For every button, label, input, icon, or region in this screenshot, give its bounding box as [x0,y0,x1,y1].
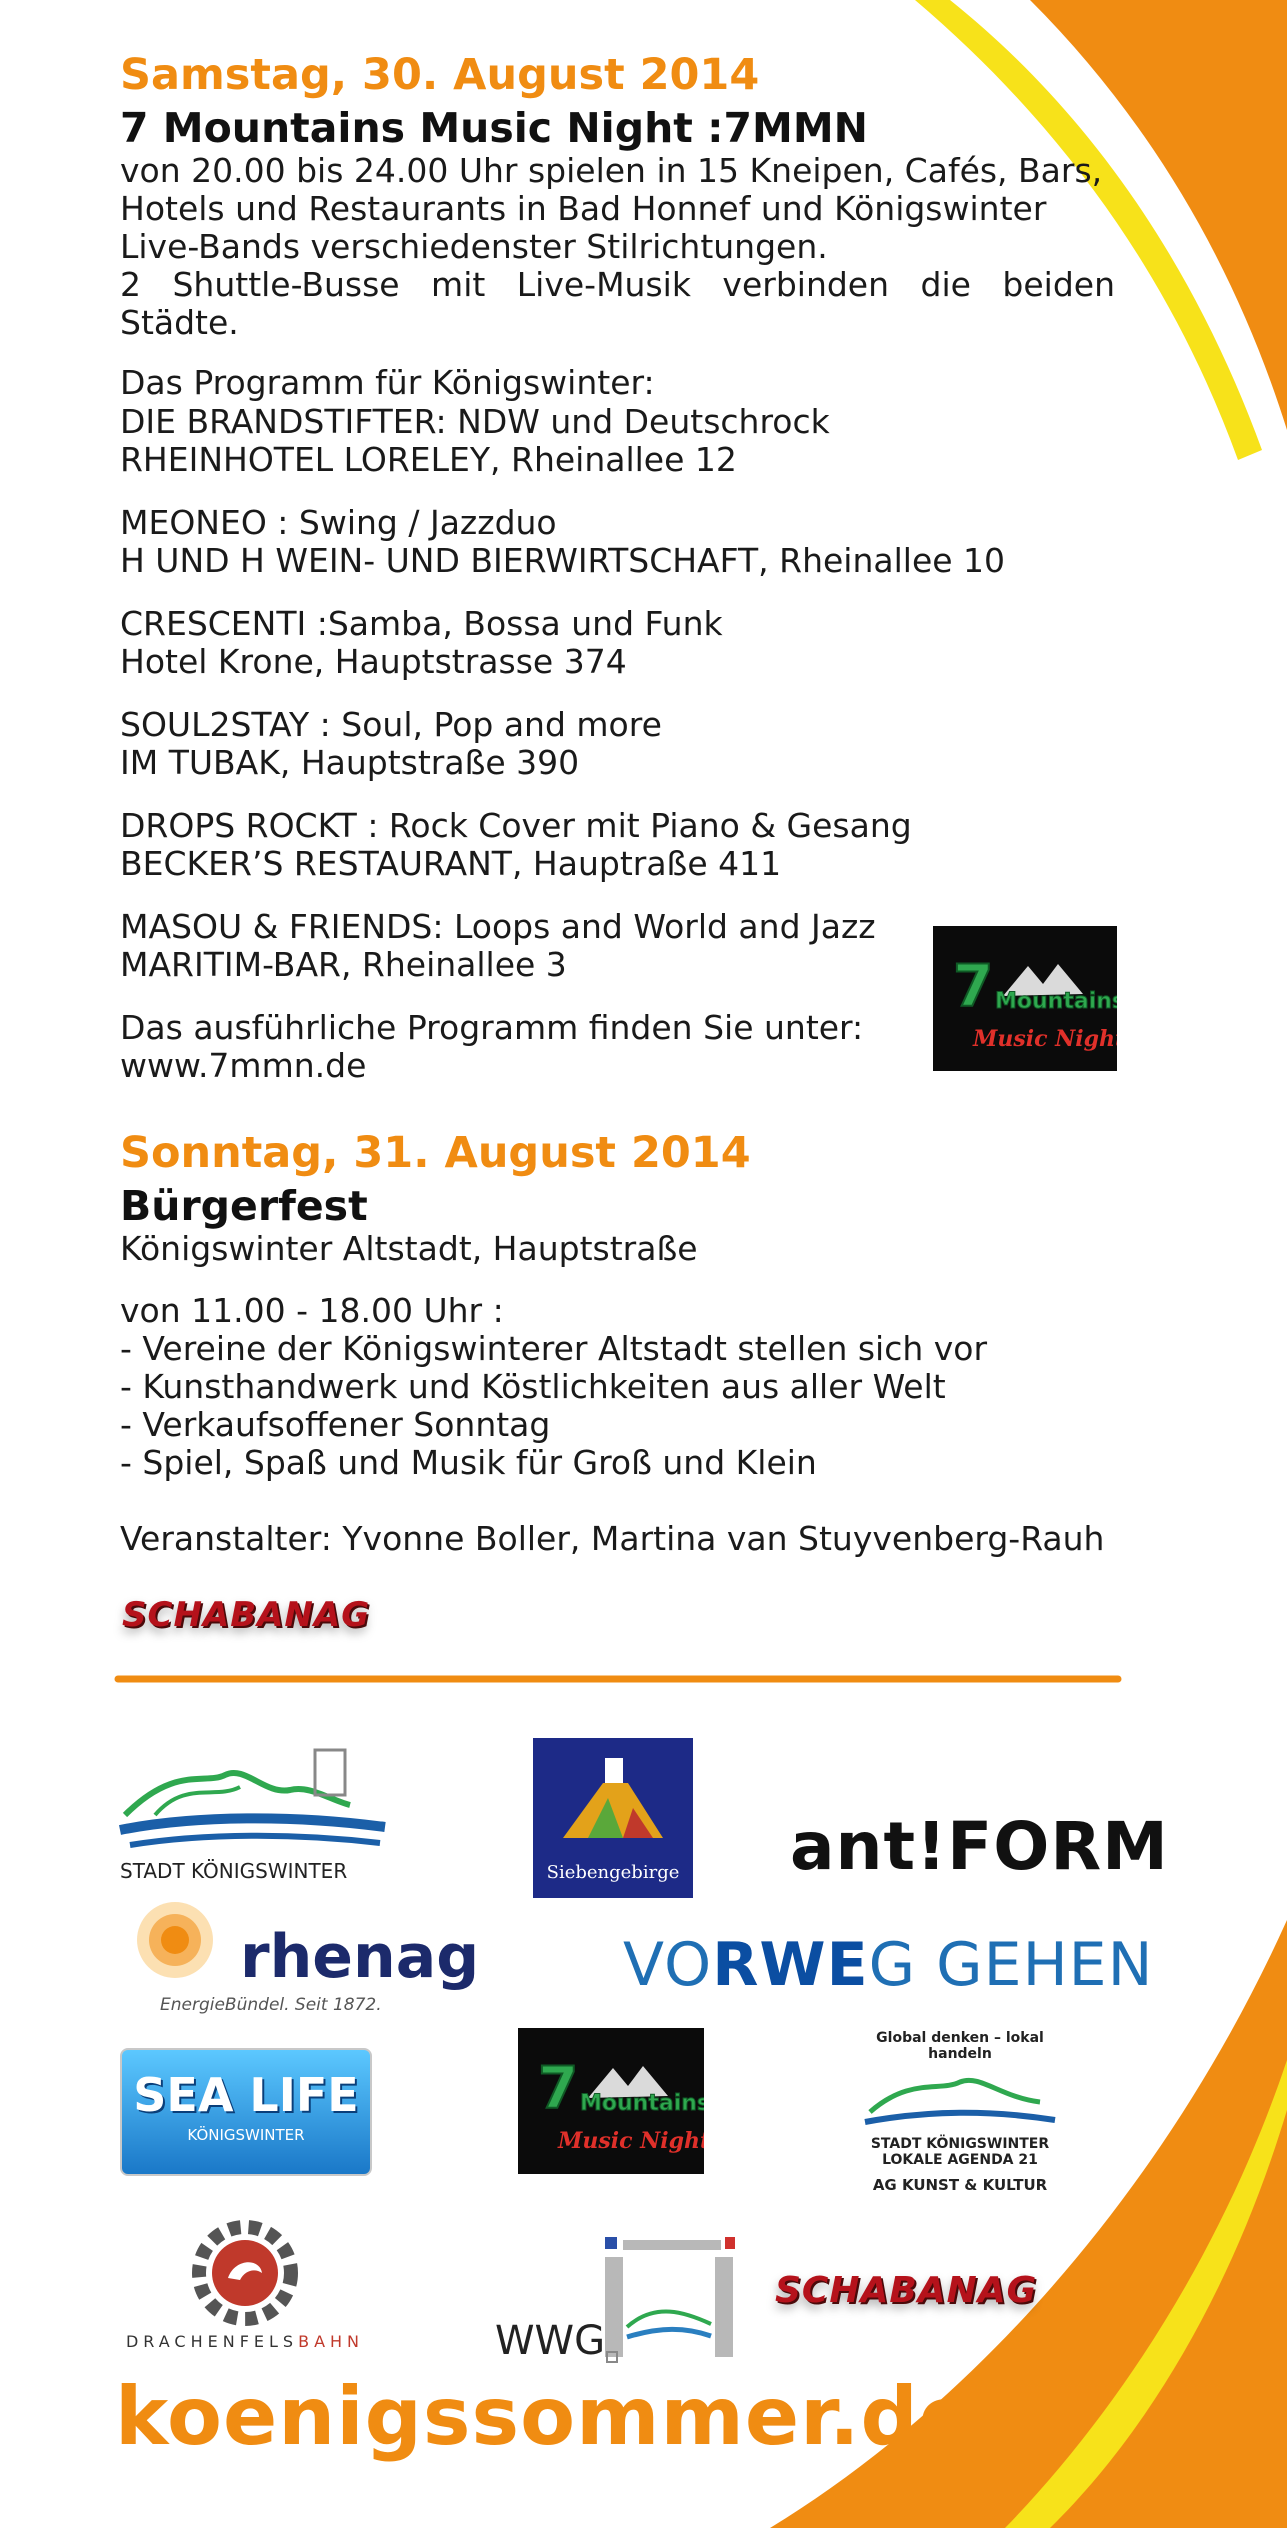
mmn-logo-sponsor [518,2028,704,2174]
band-name: MASOU & FRIENDS: Loops and World and Jazz [120,907,876,946]
mmn-sponsor-music-night: Music Night [558,2128,704,2154]
program-entry [120,605,1110,681]
rwe-logo [623,1930,1153,2000]
rwe-post: G GEHEN [868,1930,1154,2000]
sealife-sub: KÖNIGSWINTER [187,2126,305,2144]
band-name: DROPS ROCKT : Rock Cover mit Piano & Gesang [120,806,912,845]
drachenfelsbahn-logo [110,2218,380,2358]
saturday-intro [120,152,1115,342]
lokale-agenda-logo [860,2030,1060,2220]
mmn-sponsor-art [518,2028,704,2174]
sunday-time: von 11.00 - 18.00 Uhr : [120,1291,504,1330]
sunday-item: - Kunsthandwerk und Köstlichkeiten aus aller Welt [120,1367,946,1406]
band-name: SOUL2STAY : Soul, Pop and more [120,705,662,744]
sealife-logo [120,2048,372,2176]
saturday-section [120,50,1115,402]
rwe-pre: VO [623,1930,713,2000]
mmn-mountains: Mountains [995,989,1117,1014]
sunday-item: - Vereine der Königswinterer Altstadt stellen sich vor [120,1329,988,1368]
schabanag-logo: SCHABANAG [122,1595,371,1635]
program-entry [120,504,1110,580]
sealife-label: SEA LIFE [133,2068,359,2122]
footer-url-link[interactable]: koenigssommer.de [115,2370,975,2463]
mmn-sponsor-seven: 7 [538,2054,579,2122]
saturday-title: 7 Mountains Music Night :7MMN [120,104,868,152]
band-name: DIE BRANDSTIFTER: NDW und Deutschrock [120,402,830,441]
venue: IM TUBAK, Hauptstraße 390 [120,743,580,782]
venue: RHEINHOTEL LORELEY, Rheinallee 12 [120,440,737,479]
band-name: MEONEO : Swing / Jazzduo [120,503,557,542]
venue: Hotel Krone, Hauptstrasse 374 [120,642,627,681]
mmn-seven: 7 [953,952,994,1020]
stadt-koenigswinter-logo [115,1745,390,1895]
siebengebirge-label: Siebengebirge [546,1862,680,1883]
venue: MARITIM-BAR, Rheinallee 3 [120,945,567,984]
sunday-item: - Spiel, Spaß und Musik für Groß und Klein [120,1443,817,1482]
rhenag-label: rhenag [240,1922,480,1992]
intro-line: Hotels und Restaurants in Bad Honnef und Königswinter [120,189,1047,228]
drachenfels-label [110,2332,380,2351]
program-url-link[interactable]: www.7mmn.de [120,1046,367,1085]
rwe-mid: RWE [712,1930,869,2000]
drachenfels-gear-art [190,2218,300,2328]
drachenfels-pre: DRACHENFELS [125,2332,299,2351]
agenda-line2: LOKALE AGENDA 21 [882,2152,1038,2168]
siebengebirge-art [533,1738,693,1858]
wwg-label: WWG [495,2318,606,2364]
sunday-location: Königswinter Altstadt, Hauptstraße [120,1229,698,1268]
program-entry [120,403,1110,479]
program-heading: Das Programm für Königswinter: [120,363,655,402]
program-entry [120,706,1110,782]
rhenag-logo [115,1900,480,2020]
sunday-item: - Verkaufsoffener Sonntag [120,1405,551,1444]
more-info-text: Das ausführliche Programm finden Sie unter: [120,1008,864,1047]
organizer: Veranstalter: Yvonne Boller, Martina van Stuyvenberg-Rauh [120,1519,1105,1558]
mmn-logo-art [933,926,1117,1071]
band-name: CRESCENTI :Samba, Bossa und Funk [120,604,723,643]
saturday-date: Samstag, 30. August 2014 [120,50,760,100]
agenda-art [860,2062,1060,2132]
intro-line: Live-Bands verschiedenster Stilrichtungen. [120,227,828,266]
sunday-title: Bürgerfest [120,1182,368,1230]
sunday-details [120,1292,1110,1482]
stadt-label: STADT KÖNIGSWINTER [120,1859,348,1883]
wwg-logo [495,2232,735,2372]
rhenag-burst-art [115,1900,235,1990]
sunday-date: Sonntag, 31. August 2014 [120,1128,751,1178]
stadt-koenigswinter-art [115,1745,390,1855]
agenda-line1: STADT KÖNIGSWINTER [870,2136,1050,2152]
schabanag-logo-sponsor: SCHABANAG [775,2270,1038,2311]
agenda-line3: AG KUNST & KULTUR [872,2176,1048,2194]
intro-line: von 20.00 bis 24.00 Uhr spielen in 15 Kneipen, Cafés, Bars, [120,151,1103,190]
mmn-sponsor-mountains: Mountains [580,2091,704,2116]
venue: H UND H WEIN- UND BIERWIRTSCHAFT, Rheinallee 10 [120,541,1006,580]
mmn-logo [933,926,1117,1071]
venue: BECKER’S RESTAURANT, Hauptraße 411 [120,844,782,883]
agenda-arc-text: Global denken – lokal handeln [876,2030,1044,2062]
sunday-section [120,1128,1110,1558]
siebengebirge-logo [533,1738,693,1898]
rhenag-tagline: EnergieBündel. Seit 1872. [160,1995,382,2015]
mmn-music-night: Music Night [973,1026,1117,1052]
antiform-logo: ant!FORM [790,1808,1169,1885]
drachenfels-post: BAHN [298,2332,365,2351]
program-entry [120,807,1110,883]
intro-line: 2 Shuttle-Busse mit Live-Musik verbinden die beiden Städte. [120,265,1115,342]
